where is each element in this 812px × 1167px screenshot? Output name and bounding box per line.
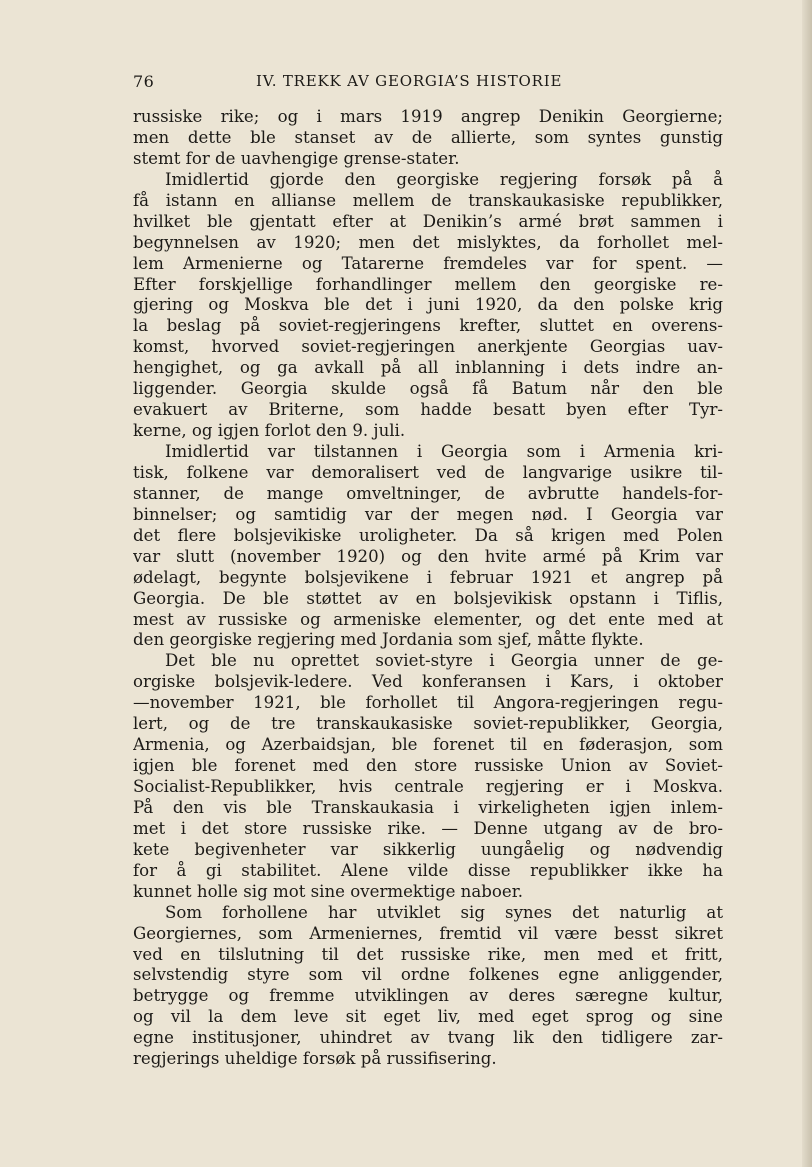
- text-line: regjerings uheldige forsøk på russifisering.: [133, 1049, 497, 1069]
- text-line: den georgiske regjering med Jordania som sjef, måtte flykte.: [133, 630, 644, 650]
- text-line: kete begivenheter var sikkerlig uungåelig og nødvendig: [133, 839, 723, 859]
- text-line: hvilket ble gjentatt efter at Denikin’s armé brøt sammen i: [133, 211, 723, 231]
- text-line: stemt for de uavhengige grense-stater.: [133, 148, 460, 168]
- text-line: met i det store russiske rike. — Denne utgang av de bro-: [133, 818, 723, 838]
- text-line: Armenia, og Azerbaidsjan, ble forenet til en føderasjon, som: [133, 735, 723, 755]
- text-line: Det ble nu oprettet soviet-styre i Georgia unner de ge-: [165, 651, 723, 671]
- text-line: ødelagt, begynte bolsjevikene i februar 1921 et angrep på: [133, 567, 723, 587]
- text-line: kunnet holle sig mot sine overmektige naboer.: [133, 881, 524, 901]
- text-line: få istann en allianse mellem de transkaukasiske republikker,: [133, 190, 723, 210]
- text-line: lem Armenierne og Tatarerne fremdeles var for spent. —: [133, 253, 723, 273]
- page-number: 76: [133, 72, 155, 91]
- body-text: [133, 107, 723, 1070]
- text-line: stanner, de mange omveltninger, de avbrutte handels-for-: [133, 483, 723, 503]
- text-line: —november 1921, ble forhollet til Angora-regjeringen regu-: [133, 693, 723, 713]
- text-line: Efter forskjellige forhandlinger mellem den georgiske re-: [133, 274, 723, 294]
- text-line: lert, og de tre transkaukasiske soviet-republikker, Georgia,: [133, 714, 723, 734]
- text-line: for å gi stabilitet. Alene vilde disse republikker ikke ha: [133, 860, 723, 880]
- text-line: Imidlertid var tilstannen i Georgia som i Armenia kri-: [165, 442, 723, 461]
- text-line: gjering og Moskva ble det i juni 1920, da den polske krig: [133, 295, 723, 315]
- text-line: igjen ble forenet med den store russiske Union av Soviet-: [133, 756, 723, 776]
- text-line: kerne, og igjen forlot den 9. juli.: [133, 421, 406, 441]
- text-line: var slutt (november 1920) og den hvite armé på Krim var: [133, 546, 723, 566]
- text-line: russiske rike; og i mars 1919 angrep Denikin Georgierne;: [133, 107, 723, 126]
- text-line: ved en tilslutning til det russiske rike, men med et fritt,: [133, 944, 723, 964]
- text-line: Georgia. De ble støttet av en bolsjevikisk opstann i Tiflis,: [133, 588, 723, 608]
- text-line: hengighet, og ga avkall på all inblanning i dets indre an-: [133, 358, 723, 378]
- text-line: orgiske bolsjevik-ledere. Ved konferansen i Kars, i oktober: [133, 672, 723, 692]
- running-title: IV. TREKK AV GEORGIA’S HISTORIE: [256, 72, 563, 90]
- text-line: mest av russiske og armeniske elementer, og det ente med at: [133, 609, 723, 629]
- text-line: la beslag på soviet-regjeringens krefter, sluttet en overens-: [133, 316, 723, 336]
- text-line: betrygge og fremme utviklingen av deres særegne kultur,: [133, 986, 723, 1006]
- text-line: og vil la dem leve sit eget liv, med eget sprog og sine: [133, 1007, 723, 1027]
- running-header: [133, 72, 723, 94]
- text-line: selvstendig styre som vil ordne folkenes egne anliggender,: [133, 965, 723, 985]
- page-edge-shadow: [802, 0, 812, 1167]
- text-line: Georgiernes, som Armeniernes, fremtid vil være besst sikret: [133, 923, 723, 943]
- text-line: tisk, folkene var demoralisert ved de langvarige usikre til-: [133, 462, 723, 482]
- text-line: liggender. Georgia skulde også få Batum når den ble: [133, 379, 723, 399]
- text-line: Imidlertid gjorde den georgiske regjering forsøk på å: [165, 169, 723, 189]
- text-line: komst, hvorved soviet-regjeringen anerkjente Georgias uav-: [133, 337, 723, 357]
- text-line: evakuert av Briterne, som hadde besatt byen efter Tyr-: [133, 400, 723, 420]
- text-line: det flere bolsjevikiske uroligheter. Da så krigen med Polen: [133, 525, 723, 545]
- text-line: egne institusjoner, uhindret av tvang lik den tidligere zar-: [133, 1028, 723, 1048]
- text-line: Som forhollene har utviklet sig synes det naturlig at: [165, 902, 723, 922]
- text-line: men dette ble stanset av de allierte, som syntes gunstig: [133, 127, 723, 147]
- text-line: På den vis ble Transkaukasia i virkeligheten igjen inlem-: [133, 797, 723, 817]
- text-line: Socialist-Republikker, hvis centrale regjering er i Moskva.: [133, 777, 723, 796]
- text-line: binnelser; og samtidig var der megen nød. I Georgia var: [133, 504, 723, 524]
- text-line: begynnelsen av 1920; men det mislyktes, da forhollet mel-: [133, 232, 723, 252]
